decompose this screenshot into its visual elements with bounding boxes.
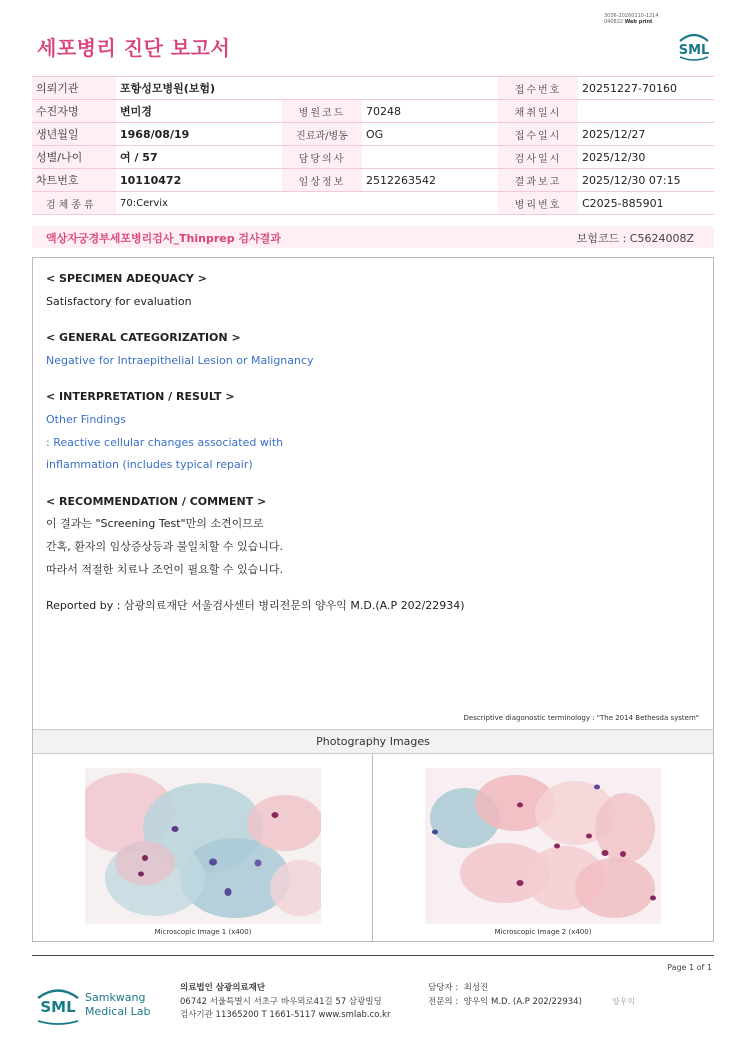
label-clinical-info: 임상정보 [282, 169, 362, 192]
footer-sml-text: SML [40, 998, 76, 1016]
value-reception-no: 20251227-70160 [578, 77, 714, 100]
exam-name: 액상자궁경부세포병리검사_Thinprep 검사결과 [46, 232, 281, 245]
label-pathology-no: 병리번호 [498, 192, 578, 215]
footer-staff [428, 982, 582, 1009]
value-birth-date: 1968/08/19 [116, 123, 282, 146]
recommendation-line: 이 결과는 "Screening Test"만의 소견이므로 [46, 517, 264, 531]
page-title: 세포병리 진단 보고서 [37, 36, 231, 60]
adequacy-heading: < SPECIMEN ADEQUACY > [46, 272, 207, 285]
category-text: Negative for Intraepithelial Lesion or Malignancy [46, 353, 314, 367]
label-reception-no: 접수번호 [498, 77, 578, 100]
label-chart-no: 차트번호 [32, 169, 116, 192]
staff-label: 담당자 : [428, 983, 459, 993]
value-collection-date [578, 100, 714, 123]
value-pathology-no: C2025-885901 [578, 192, 714, 215]
recommendation-line: 따라서 적절한 치료나 조언이 필요할 수 있습니다. [46, 562, 283, 576]
label-collection-date: 채취일시 [498, 100, 578, 123]
sml-logo-text: SML [678, 43, 710, 58]
recommendation-heading: < RECOMMENDATION / COMMENT > [46, 494, 267, 508]
microscopic-image-2 [425, 768, 661, 924]
category-heading: < GENERAL CATEGORIZATION > [46, 331, 241, 345]
info-row [32, 169, 714, 192]
value-clinical-info: 2512263542 [362, 169, 498, 192]
footer-divider [32, 955, 714, 956]
label-patient-name: 수진자명 [32, 100, 116, 123]
specialist-label: 전문의 : [428, 996, 459, 1007]
document-code-line1: 3036-20260110-1214 [604, 13, 659, 19]
label-doctor: 담당의사 [282, 146, 362, 169]
info-row [32, 146, 714, 169]
interpretation-line: Other Findings [46, 412, 127, 426]
value-reception-date: 2025/12/27 [578, 123, 714, 146]
label-specimen-type: 검체종류 [32, 192, 116, 215]
photo-section-header: Photography Images [33, 729, 713, 754]
label-exam-date: 검사일시 [498, 146, 578, 169]
interpretation-heading: < INTERPRETATION / RESULT > [46, 390, 235, 404]
footer-organization [180, 982, 390, 1023]
value-exam-date: 2025/12/30 [578, 146, 714, 169]
adequacy-text: Satisfactory for evaluation [46, 294, 192, 308]
photo-divider [372, 754, 373, 942]
specialist-signature: 양우익 [612, 997, 636, 1006]
specialist-name: 양우익 M.D. (A.P 202/22934) [463, 996, 582, 1007]
microscopic-image-1-caption: Microscopic Image 1 (x400) [154, 928, 252, 936]
terminology-note: Descriptive diagonostic terminology : "The 2014 Bethesda system" [463, 714, 699, 722]
microscopic-image-2-caption: Microscopic Image 2 (x400) [494, 928, 592, 936]
result-box [32, 257, 714, 942]
value-patient-name: 변미경 [116, 100, 282, 123]
insurance-code: 보험코드 : C5624008Z [576, 232, 694, 245]
reported-by: Reported by : 삼광의료재단 서울검사센터 병리전문의 양우익 M.D.(A.P 202/22934) [46, 599, 465, 613]
org-contact: 검사기관 11365200 T 1661-5117 www.smlab.co.kr [180, 1010, 391, 1020]
document-code-line2: 040822 [604, 19, 624, 25]
label-birth-date: 생년월일 [32, 123, 116, 146]
document-code [604, 13, 659, 25]
staff-name: 최성진 [463, 983, 489, 993]
interpretation-line: : Reactive cellular changes associated with [46, 435, 284, 449]
value-sex-age: 여 / 57 [116, 146, 282, 169]
patient-info-table [32, 76, 714, 215]
footer-logo-line2: Medical Lab [85, 1005, 151, 1018]
samkwang-logo-icon [36, 981, 156, 1027]
value-doctor [362, 146, 498, 169]
info-row [32, 192, 714, 215]
label-requesting-institution: 의뢰기관 [32, 77, 116, 100]
label-report-date: 결과보고 [498, 169, 578, 192]
microscopic-image-1 [85, 768, 321, 924]
value-specimen-type: 70:Cervix [116, 192, 498, 215]
value-department: OG [362, 123, 498, 146]
value-report-date: 2025/12/30 07:15 [578, 169, 714, 192]
org-name: 의료법인 삼광의료재단 [180, 983, 266, 993]
interpretation-line: inflammation (includes typical repair) [46, 458, 253, 472]
web-print-label: Web print [624, 19, 653, 25]
value-chart-no: 10110472 [116, 169, 282, 192]
info-row [32, 77, 714, 100]
org-address: 06742 서울특별시 서초구 바우뫼로41길 57 삼광빌딩 [180, 996, 382, 1007]
label-sex-age: 성별/나이 [32, 146, 116, 169]
label-hospital-code: 병원코드 [282, 100, 362, 123]
page-number: Page 1 of 1 [667, 963, 712, 972]
sml-logo-icon [676, 27, 712, 61]
info-row [32, 100, 714, 123]
recommendation-line: 간혹, 환자의 임상증상등과 불일치할 수 있습니다. [46, 539, 283, 553]
footer-logo-line1: Samkwang [85, 991, 146, 1004]
exam-title-bar [32, 226, 714, 248]
value-requesting-institution: 포항성모병원(보험) [116, 77, 498, 100]
result-text [46, 268, 465, 618]
value-hospital-code: 70248 [362, 100, 498, 123]
label-reception-date: 접수일시 [498, 123, 578, 146]
info-row [32, 123, 714, 146]
label-department: 진료과/병동 [282, 123, 362, 146]
